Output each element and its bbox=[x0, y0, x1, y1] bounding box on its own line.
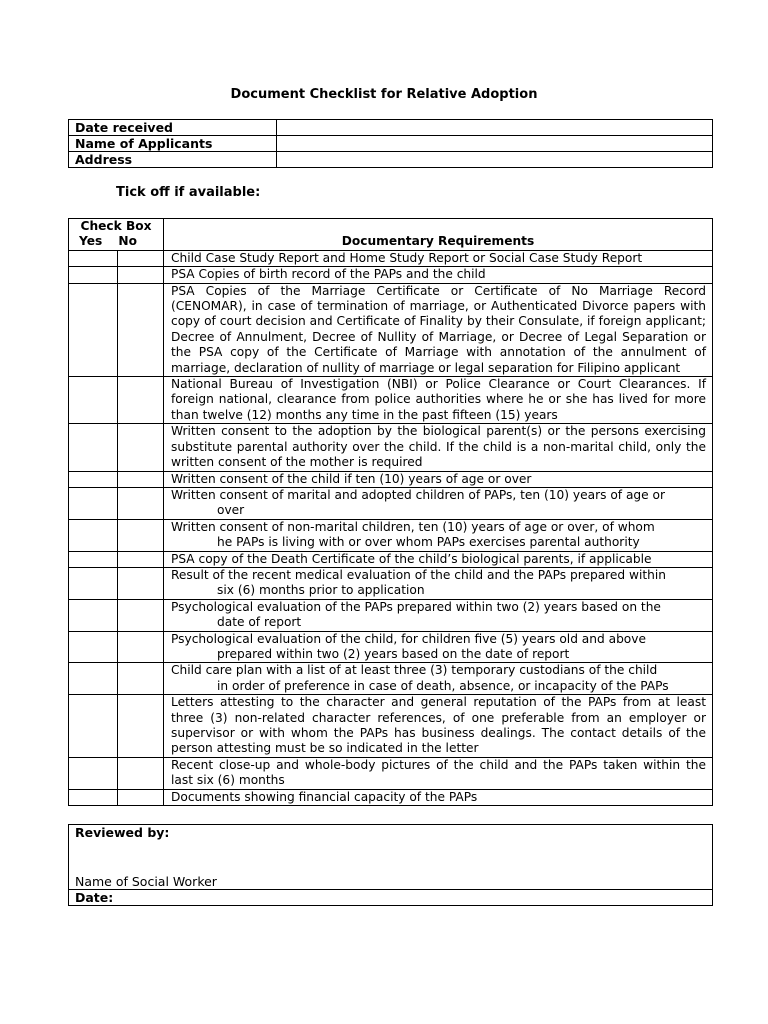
no-checkbox[interactable] bbox=[118, 267, 164, 283]
requirement-line: Written consent of the child if ten (10) years of age or over bbox=[171, 471, 532, 486]
requirement-text bbox=[164, 663, 713, 695]
reviewed-by-cell bbox=[69, 825, 713, 890]
no-checkbox[interactable] bbox=[118, 551, 164, 567]
checklist-row bbox=[69, 695, 713, 758]
requirement-text bbox=[164, 519, 713, 551]
requirement-line: Documents showing financial capacity of the PAPs bbox=[171, 789, 478, 804]
yes-checkbox[interactable] bbox=[69, 424, 118, 471]
requirement-text bbox=[164, 487, 713, 519]
checklist-header-row bbox=[69, 219, 713, 251]
info-label: Address bbox=[69, 152, 277, 168]
page-title: Document Checklist for Relative Adoption bbox=[230, 87, 538, 102]
yes-checkbox[interactable] bbox=[69, 267, 118, 283]
no-checkbox[interactable] bbox=[118, 519, 164, 551]
requirement-text bbox=[164, 631, 713, 663]
checklist-row bbox=[69, 663, 713, 695]
requirement-continuation: in order of preference in case of death, absence, or incapacity of the PAPs bbox=[217, 678, 669, 693]
checklist-row bbox=[69, 599, 713, 631]
check-box-label: Check Box bbox=[80, 219, 152, 233]
requirement-line: Written consent of marital and adopted children of PAPs, ten (10) years of age or bbox=[171, 487, 665, 502]
checklist-row bbox=[69, 283, 713, 376]
requirement-text bbox=[164, 567, 713, 599]
no-checkbox[interactable] bbox=[118, 424, 164, 471]
requirement-line: Written consent of non-marital children, ten (10) years of age or over, of whom bbox=[171, 519, 655, 534]
checklist-row bbox=[69, 487, 713, 519]
yes-checkbox[interactable] bbox=[69, 567, 118, 599]
requirement-line: National Bureau of Investigation (NBI) or Police Clearance or Court Clearances. If foreign national, clearance from police authorities where he or she has lived for more than twelve (12) months any time in the past fifteen (15) years bbox=[171, 377, 706, 422]
no-checkbox[interactable] bbox=[118, 757, 164, 789]
checklist-row bbox=[69, 250, 713, 266]
no-checkbox[interactable] bbox=[118, 487, 164, 519]
requirement-text bbox=[164, 250, 713, 266]
no-checkbox[interactable] bbox=[118, 283, 164, 376]
info-row bbox=[69, 120, 713, 136]
requirement-line: PSA Copies of the Marriage Certificate or Certificate of No Marriage Record (CENOMAR), in case of termination of marriage, or Authenticated Divorce papers with copy of court decision and Certificate of Finality by their Consulate, if foreign applicant; Decree of Annulment, Decree of Nullity of Marriage, or Decree of Legal Separation or the PSA copy of the Certificate of Marriage with annotation of the annulment of marriage, declaration of nullity of marriage or legal separation for Filipino applicant bbox=[171, 283, 706, 375]
document-checklist-table bbox=[68, 218, 713, 806]
no-checkbox[interactable] bbox=[118, 567, 164, 599]
reviewed-by-label: Reviewed by: bbox=[75, 825, 170, 840]
requirement-line: Result of the recent medical evaluation of the child and the PAPs prepared within bbox=[171, 567, 666, 582]
requirement-text bbox=[164, 267, 713, 283]
requirement-line: Letters attesting to the character and general reputation of the PAPs from at least three (3) non-related character references, of one preferable from an employer or supervisor or with whom the PAPs has business dealings. The contact details of the person attesting must be so indicated in the letter bbox=[171, 695, 706, 756]
yes-checkbox[interactable] bbox=[69, 551, 118, 567]
requirement-text bbox=[164, 695, 713, 758]
info-row bbox=[69, 152, 713, 168]
yes-checkbox[interactable] bbox=[69, 631, 118, 663]
no-checkbox[interactable] bbox=[118, 250, 164, 266]
tick-instruction: Tick off if available: bbox=[116, 185, 261, 200]
reviewed-by-row bbox=[69, 825, 713, 890]
checklist-row bbox=[69, 567, 713, 599]
checklist-row bbox=[69, 267, 713, 283]
no-checkbox[interactable] bbox=[118, 599, 164, 631]
requirement-line: PSA copy of the Death Certificate of the child’s biological parents, if applicable bbox=[171, 551, 652, 566]
requirement-line: Psychological evaluation of the PAPs prepared within two (2) years based on the bbox=[171, 599, 661, 614]
yes-checkbox[interactable] bbox=[69, 663, 118, 695]
requirement-text bbox=[164, 377, 713, 424]
applicant-info-table bbox=[68, 119, 713, 168]
requirement-continuation: date of report bbox=[217, 615, 302, 630]
checklist-row bbox=[69, 377, 713, 424]
no-column-label: No bbox=[118, 234, 137, 249]
yes-checkbox[interactable] bbox=[69, 757, 118, 789]
requirement-line: Psychological evaluation of the child, for children five (5) years old and above bbox=[171, 631, 646, 646]
info-value-field[interactable] bbox=[277, 120, 713, 136]
requirement-continuation: over bbox=[217, 503, 245, 518]
info-row bbox=[69, 136, 713, 152]
requirement-text bbox=[164, 757, 713, 789]
no-checkbox[interactable] bbox=[118, 695, 164, 758]
requirement-text bbox=[164, 599, 713, 631]
checklist-row bbox=[69, 551, 713, 567]
requirement-continuation: six (6) months prior to application bbox=[217, 583, 425, 598]
yes-checkbox[interactable] bbox=[69, 599, 118, 631]
no-checkbox[interactable] bbox=[118, 663, 164, 695]
yes-checkbox[interactable] bbox=[69, 377, 118, 424]
yes-checkbox[interactable] bbox=[69, 519, 118, 551]
checklist-row bbox=[69, 631, 713, 663]
yes-checkbox[interactable] bbox=[69, 789, 118, 805]
no-checkbox[interactable] bbox=[118, 789, 164, 805]
requirement-line: Child Case Study Report and Home Study Report or Social Case Study Report bbox=[171, 250, 643, 265]
checklist-row bbox=[69, 424, 713, 471]
no-checkbox[interactable] bbox=[118, 471, 164, 487]
yes-checkbox[interactable] bbox=[69, 471, 118, 487]
date-row bbox=[69, 890, 713, 906]
requirement-line: Written consent to the adoption by the biological parent(s) or the persons exercising substitute parental authority over the child. If the child is a non-marital child, only the written consent of the mother is required bbox=[171, 424, 706, 470]
checklist-row bbox=[69, 471, 713, 487]
requirement-text bbox=[164, 551, 713, 567]
yes-checkbox[interactable] bbox=[69, 250, 118, 266]
requirement-text bbox=[164, 789, 713, 805]
review-table bbox=[68, 824, 713, 906]
requirement-text bbox=[164, 471, 713, 487]
info-value-field[interactable] bbox=[277, 152, 713, 168]
checklist-row bbox=[69, 789, 713, 805]
yes-checkbox[interactable] bbox=[69, 695, 118, 758]
requirement-continuation: prepared within two (2) years based on the date of report bbox=[217, 646, 570, 661]
requirement-line: PSA Copies of birth record of the PAPs and the child bbox=[171, 267, 486, 282]
checklist-row bbox=[69, 519, 713, 551]
requirement-text bbox=[164, 283, 713, 376]
info-label: Date received bbox=[69, 120, 277, 136]
yes-column-label: Yes bbox=[79, 234, 103, 249]
info-value-field[interactable] bbox=[277, 136, 713, 152]
yes-checkbox[interactable] bbox=[69, 283, 118, 376]
yes-checkbox[interactable] bbox=[69, 487, 118, 519]
requirement-line: Recent close-up and whole-body pictures of the child and the PAPs taken within the last six (6) months bbox=[171, 757, 706, 788]
requirement-text bbox=[164, 424, 713, 471]
info-label: Name of Applicants bbox=[69, 136, 277, 152]
requirements-header: Documentary Requirements bbox=[164, 219, 713, 251]
checklist-row bbox=[69, 757, 713, 789]
no-checkbox[interactable] bbox=[118, 631, 164, 663]
check-box-header bbox=[69, 219, 164, 251]
social-worker-label: Name of Social Worker bbox=[75, 874, 217, 889]
date-label: Date: bbox=[69, 890, 713, 906]
requirement-continuation: he PAPs is living with or over whom PAPs exercises parental authority bbox=[217, 535, 640, 550]
no-checkbox[interactable] bbox=[118, 377, 164, 424]
requirement-line: Child care plan with a list of at least three (3) temporary custodians of the child bbox=[171, 663, 658, 678]
